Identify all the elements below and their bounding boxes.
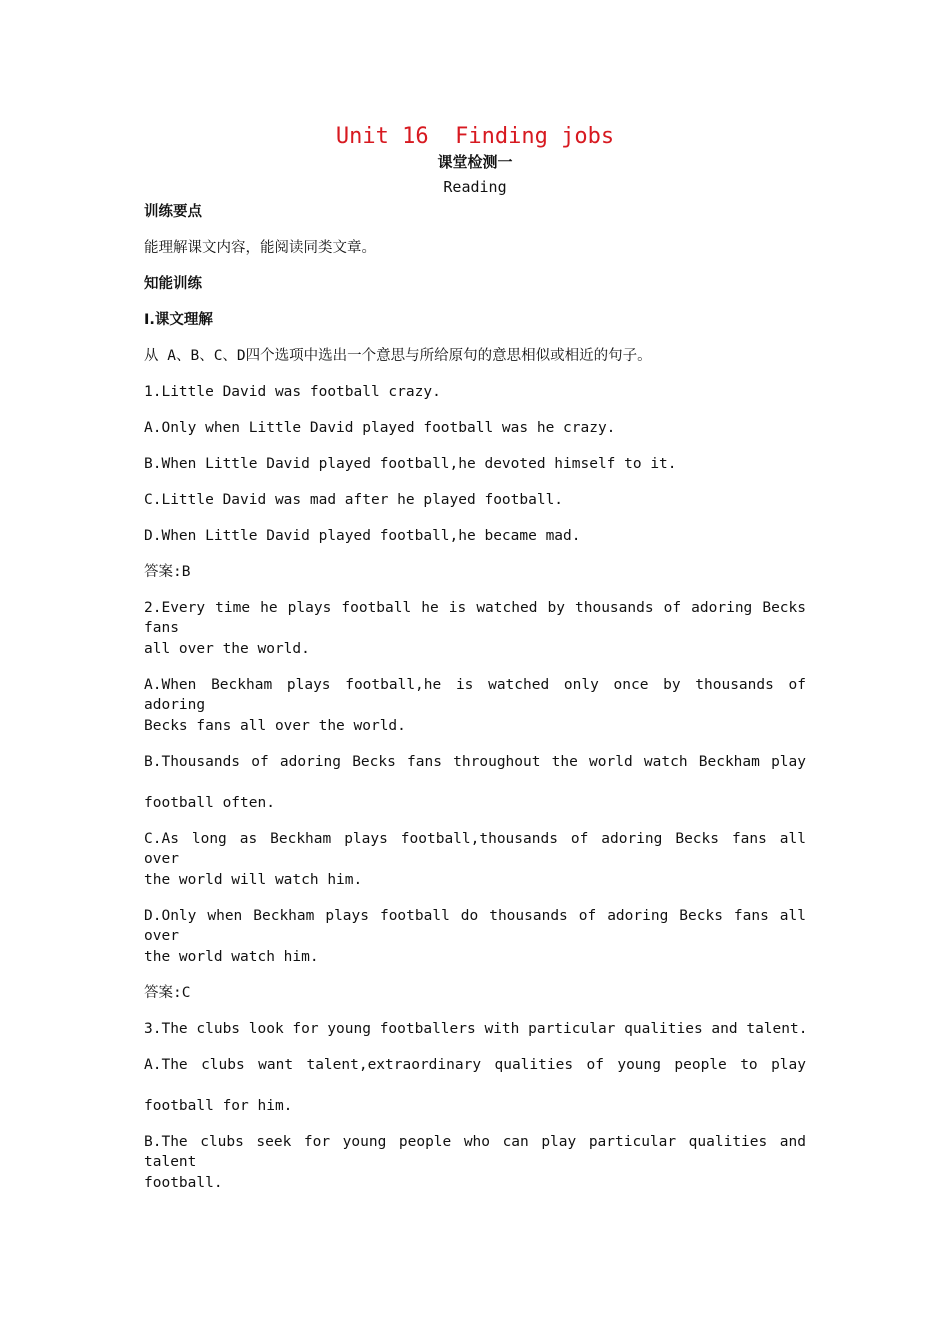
q2-option-b-line-2: football often. — [144, 795, 275, 811]
q1-option-a: A.Only when Little David played football was he crazy. — [144, 420, 616, 436]
question-2-line-2: all over the world. — [144, 641, 310, 657]
q3-option-b-line-2: football. — [144, 1175, 223, 1191]
training-points-text: 能理解课文内容，能阅读同类文章。 — [144, 240, 376, 256]
q2-option-d-line-1: D.Only when Beckham plays football do thousands of adoring Becks fans all over — [144, 908, 806, 944]
section-label: Reading — [443, 178, 507, 196]
q2-answer: 答案:C — [144, 985, 191, 1001]
question-3: 3.The clubs look for young footballers with particular qualities and talent. — [144, 1021, 808, 1037]
q2-option-c-line-2: the world will watch him. — [144, 872, 363, 888]
q2-option-c-line-1: C.As long as Beckham plays football,thousands of adoring Becks fans all over — [144, 831, 806, 867]
q3-option-b-line-1: B.The clubs seek for young people who can play particular qualities and talent — [144, 1134, 806, 1170]
unit-title: Unit 16 Finding jobs — [335, 124, 615, 149]
lesson-subtitle: 课堂检测一 — [437, 153, 513, 171]
q1-option-d: D.When Little David played football,he became mad. — [144, 528, 581, 544]
q1-answer: 答案:B — [144, 564, 191, 580]
heading-part-1: Ⅰ.课文理解 — [144, 312, 213, 328]
q1-option-b: B.When Little David played football,he devoted himself to it. — [144, 456, 677, 472]
question-1: 1.Little David was football crazy. — [144, 384, 441, 400]
heading-training-points: 训练要点 — [144, 204, 202, 220]
heading-skills-training: 知能训练 — [144, 276, 202, 292]
instructions: 从 A、B、C、D四个选项中选出一个意思与所给原句的意思相似或相近的句子。 — [144, 348, 652, 364]
q1-option-c: C.Little David was mad after he played football. — [144, 492, 564, 508]
q3-option-a-line-1: A.The clubs want talent,extraordinary qualities of young people to play — [144, 1057, 806, 1073]
q3-option-a-line-2: football for him. — [144, 1098, 293, 1114]
question-2-line-1: 2.Every time he plays football he is watched by thousands of adoring Becks fans — [144, 600, 806, 636]
q2-option-a-line-2: Becks fans all over the world. — [144, 718, 406, 734]
q2-option-b-line-1: B.Thousands of adoring Becks fans throughout the world watch Beckham play — [144, 754, 806, 770]
q2-option-d-line-2: the world watch him. — [144, 949, 319, 965]
q2-option-a-line-1: A.When Beckham plays football,he is watched only once by thousands of adoring — [144, 677, 806, 713]
